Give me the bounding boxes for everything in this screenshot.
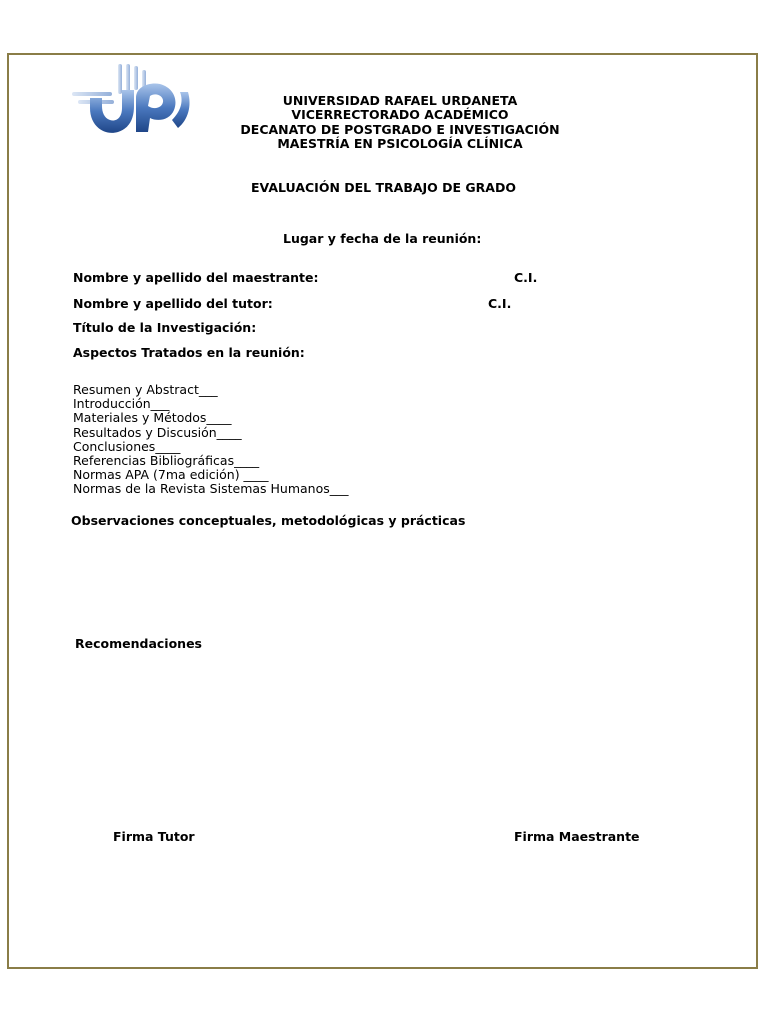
university-logo — [70, 62, 192, 142]
recommendations-label: Recomendaciones — [75, 636, 202, 651]
research-title-label: Título de la Investigación: — [73, 320, 257, 335]
vice-rectorate: VICERRECTORADO ACADÉMICO — [291, 107, 509, 123]
observations-label: Observaciones conceptuales, metodológicas y prácticas — [71, 513, 466, 528]
tutor-signature-label: Firma Tutor — [113, 829, 195, 844]
list-item: Materiales y Métodos____ — [73, 410, 232, 426]
list-item: Referencias Bibliográficas____ — [73, 453, 260, 469]
university-name: UNIVERSIDAD RAFAEL URDANETA — [282, 93, 518, 108]
tutor-ci-label: C.I. — [488, 296, 512, 311]
list-item: Normas de la Revista Sistemas Humanos___ — [73, 481, 349, 497]
list-item: Introducción___ — [73, 396, 170, 412]
aspects-checklist — [73, 383, 349, 497]
student-name-label: Nombre y apellido del maestrante: — [73, 270, 319, 285]
student-ci-label: C.I. — [514, 270, 538, 285]
list-item: Resultados y Discusión____ — [73, 424, 242, 440]
deanery: DECANATO DE POSTGRADO E INVESTIGACIÓN — [240, 121, 560, 137]
meeting-place-date-label: Lugar y fecha de la reunión: — [283, 231, 482, 246]
document-title: EVALUACIÓN DEL TRABAJO DE GRADO — [251, 180, 516, 195]
institution-header — [190, 94, 610, 151]
master-program: MAESTRÍA EN PSICOLOGÍA CLÍNICA — [277, 135, 523, 151]
list-item: Conclusiones____ — [73, 438, 181, 454]
list-item: Resumen y Abstract___ — [73, 382, 218, 397]
tutor-name-label: Nombre y apellido del tutor: — [73, 296, 273, 311]
aspects-label: Aspectos Tratados en la reunión: — [73, 345, 305, 360]
student-signature-label: Firma Maestrante — [514, 829, 640, 844]
list-item: Normas APA (7ma edición) ____ — [73, 467, 269, 483]
